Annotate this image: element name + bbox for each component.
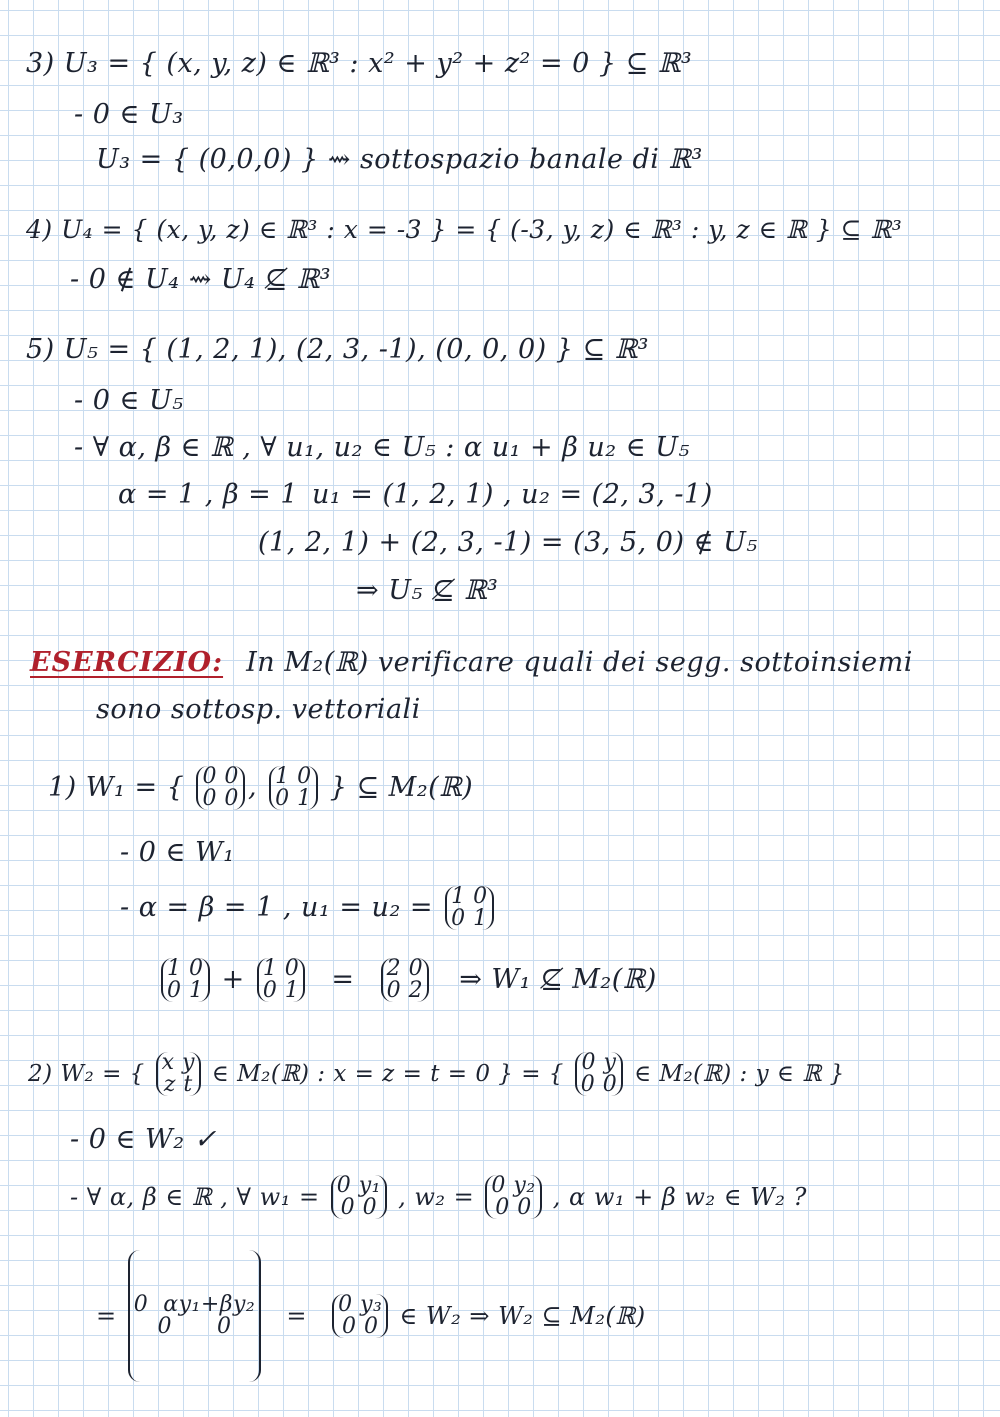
exercise-header (30, 645, 913, 681)
w1-sum-term-2: 1 0 0 1 (257, 958, 306, 1002)
w2-y-matrix: 0 y 0 0 (575, 1052, 624, 1096)
w1-zero-check: - 0 ∈ W₁ (120, 837, 235, 868)
w1-definition: 1) W₁ = { 0 0 0 0 , 1 0 0 1 } ⊆ M₂(ℝ) (48, 764, 474, 811)
w2-w1-matrix: 0 y₁ 0 0 (331, 1175, 387, 1219)
u5-zero-check: - 0 ∈ U₅ (74, 385, 184, 416)
w1-sum-term-1: 1 0 0 1 (161, 958, 210, 1002)
w2-result (96, 1250, 646, 1382)
w2-combo-matrix: 0 αy₁+βy₂ 0 0 (128, 1250, 262, 1382)
exercise-text-1: In M₂(ℝ) verificare quali dei segg. sottoinsiemi (246, 647, 913, 678)
u5-definition: 5) U₅ = { (1, 2, 1), (2, 3, -1), (0, 0, 0) } ⊆ ℝ³ (26, 334, 649, 365)
exercise-label: ESERCIZIO: (30, 647, 224, 678)
w1-sum-result: 2 0 0 2 (381, 958, 430, 1002)
w1-choice (120, 886, 497, 930)
w1-sum (158, 958, 657, 1002)
u5-conclusion: ⇒ U₅ ⊈ ℝ³ (356, 575, 499, 606)
w2-equals: = (286, 1302, 307, 1330)
w1-zero-matrix: 0 0 0 0 (196, 766, 245, 810)
u3-trivial-subspace: U₃ = { (0,0,0) } ⇝ sottospazio banale di ℝ³ (96, 144, 703, 175)
w1-identity-matrix: 1 0 0 1 (269, 766, 318, 810)
w1-pre: 1) W₁ = { (48, 772, 185, 803)
w2-zero-check: - 0 ∈ W₂ ✓ (70, 1124, 217, 1155)
w2-closure-mid: , w₂ = (398, 1183, 475, 1211)
w1-choice-text: - α = β = 1 , u₁ = u₂ = (120, 892, 433, 923)
exercise-text-2: sono sottosp. vettoriali (96, 694, 421, 725)
u4-definition: 4) U₄ = { (x, y, z) ∈ ℝ³ : x = -3 } = { (-3, y, z) ∈ ℝ³ : y, z ∈ ℝ } ⊆ ℝ³ (26, 215, 903, 244)
w2-closure-pre: - ∀ α, β ∈ ℝ , ∀ w₁ = (70, 1183, 320, 1211)
u4-zero-check: - 0 ∉ U₄ ⇝ U₄ ⊈ ℝ³ (70, 264, 332, 295)
u5-vectors: u₁ = (1, 2, 1) , u₂ = (2, 3, -1) (312, 479, 713, 510)
u3-zero-check: - 0 ∈ U₃ (74, 99, 184, 130)
w2-closure (70, 1175, 807, 1219)
w2-post: ∈ M₂(ℝ) : y ∈ ℝ } (634, 1061, 845, 1087)
u5-closure-condition: - ∀ α, β ∈ ℝ , ∀ u₁, u₂ ∈ U₅ : α u₁ + β u₂ ∈ U₅ (74, 432, 690, 463)
plus-sign: + (221, 964, 245, 995)
w1-u-matrix: 1 0 0 1 (445, 886, 494, 930)
w2-conclusion: ∈ W₂ ⇒ W₂ ⊆ M₂(ℝ) (399, 1302, 646, 1330)
u5-alpha-beta: α = 1 , β = 1 (118, 479, 299, 510)
w2-generic-matrix: x y z t (156, 1052, 201, 1096)
w2-w2-matrix: 0 y₂ 0 0 (485, 1175, 541, 1219)
u5-sum: (1, 2, 1) + (2, 3, -1) = (3, 5, 0) ∉ U₅ (258, 527, 758, 558)
w2-mid: ∈ M₂(ℝ) : x = z = t = 0 } = { (211, 1061, 564, 1087)
w2-closure-post: , α w₁ + β w₂ ∈ W₂ ? (552, 1183, 807, 1211)
w1-post: } ⊆ M₂(ℝ) (329, 772, 474, 803)
w2-pre: 2) W₂ = { (28, 1061, 145, 1087)
w2-y3-matrix: 0 y₃ 0 0 (332, 1294, 388, 1338)
u3-definition: 3) U₃ = { (x, y, z) ∈ ℝ³ : x² + y² + z² = 0 } ⊆ ℝ³ (26, 48, 693, 79)
w2-result-pre: = (96, 1302, 117, 1330)
equals-sign: = (331, 964, 355, 995)
w2-definition (28, 1052, 845, 1096)
w1-conclusion: ⇒ W₁ ⊈ M₂(ℝ) (459, 964, 657, 995)
